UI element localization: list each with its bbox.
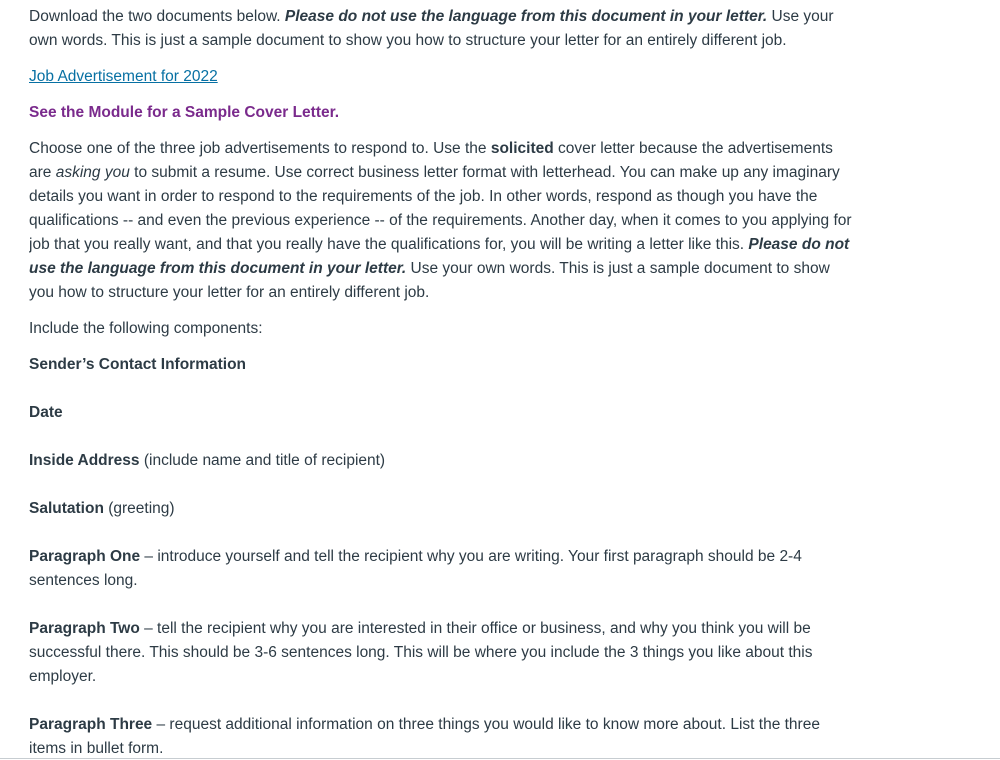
- component-paragraph-three: [29, 713, 859, 758]
- instructions-text-3: to submit a resume. Use correct business letter format with letterhead. You can make up any imaginary details you want in order to respond to the requirements of the job. In other words, respond as though you have the qualifications -- and even the previous experience -- of the requirements. Another day, when it comes to you applying for job that you really want, and that you really have the qualifications for, you will be writing a letter like this.: [29, 164, 852, 253]
- instructions-text-2: cover letter because the advertisements are: [29, 140, 833, 181]
- component-label: Date: [29, 404, 63, 421]
- instructions-emphasis: Please do not use the language from this document in your letter.: [29, 236, 850, 277]
- component-date: [29, 401, 859, 425]
- instructions-paragraph: [29, 137, 859, 305]
- intro-text-2: Use your own words. This is just a sample document to show you how to structure your letter for an entirely different job.: [29, 8, 834, 49]
- component-detail: – tell the recipient why you are interested in their office or business, and why you think you will be successful there. This should be 3-6 sentences long. This will be where you include the 3 things you like about this employer.: [29, 620, 813, 685]
- component-detail: – introduce yourself and tell the recipient why you are writing. Your first paragraph should be 2-4 sentences long.: [29, 548, 802, 589]
- include-heading: Include the following components:: [29, 320, 263, 337]
- component-label: Paragraph Three: [29, 716, 153, 733]
- intro-emphasis: Please do not use the language from this document in your letter.: [284, 8, 768, 25]
- component-label: Paragraph One: [29, 548, 141, 565]
- component-detail: (include name and title of recipient): [139, 452, 386, 469]
- component-label: Inside Address: [29, 452, 140, 469]
- intro-paragraph: [29, 5, 859, 53]
- component-label: Sender’s Contact Information: [29, 356, 247, 373]
- instructions-asking: asking you: [55, 164, 130, 181]
- job-advertisement-link[interactable]: Job Advertisement for 2022: [29, 68, 218, 85]
- bottom-divider: [0, 758, 1000, 759]
- module-note: See the Module for a Sample Cover Letter.: [29, 104, 340, 121]
- component-sender-contact: [29, 353, 859, 377]
- component-detail: – request additional information on three things you would like to know more about. List the three items in bullet form.: [29, 716, 820, 757]
- instructions-text-4: Use your own words. This is just a sample document to show you how to structure your letter for an entirely different job.: [29, 260, 830, 301]
- instructions-solicited: solicited: [490, 140, 554, 157]
- intro-text-1: Download the two documents below.: [29, 8, 285, 25]
- component-salutation: [29, 497, 859, 521]
- job-ad-paragraph: [29, 65, 859, 89]
- component-paragraph-one: [29, 545, 859, 593]
- component-label: Salutation: [29, 500, 104, 517]
- component-detail: (greeting): [103, 500, 175, 517]
- component-label: Paragraph Two: [29, 620, 140, 637]
- assignment-content: [29, 5, 859, 758]
- component-paragraph-two: [29, 617, 859, 689]
- component-inside-address: [29, 449, 859, 473]
- instructions-text-1: Choose one of the three job advertisements to respond to. Use the: [29, 140, 491, 157]
